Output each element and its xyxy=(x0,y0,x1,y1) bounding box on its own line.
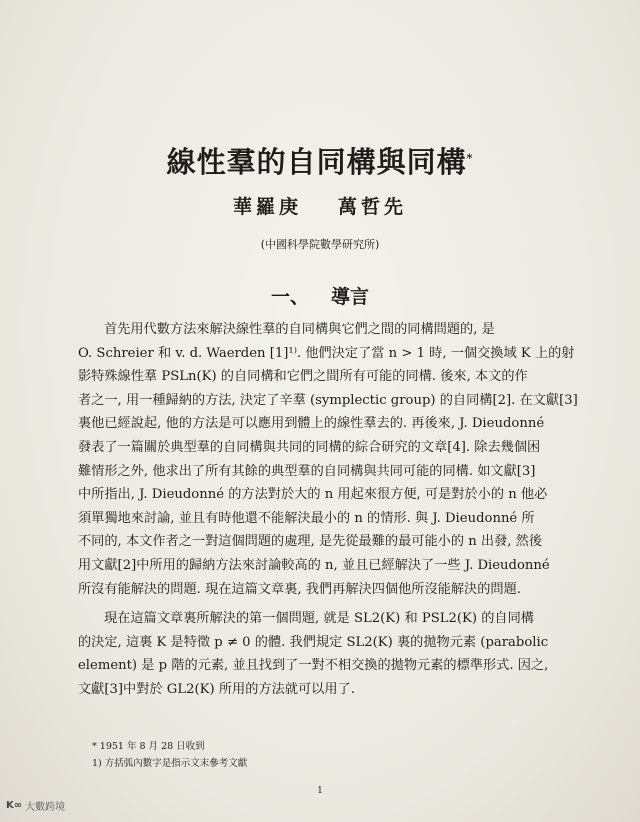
body-text xyxy=(78,318,578,702)
paragraph-line: 的決定, 這裏 K 是特徵 p ≠ 0 的體. 我們規定 SL2(K) 裏的拋物元素 (parabolic xyxy=(78,634,549,650)
section-title: 導言 xyxy=(331,286,370,308)
watermark xyxy=(6,798,65,813)
affiliation: (中國科學院數學研究所) xyxy=(260,238,380,251)
paragraph-line: 影特殊線性羣 PSLn(K) 的自同構和它們之間所有可能的同構. 後來, 本文的作 xyxy=(78,369,528,385)
paragraph-2 xyxy=(78,607,578,701)
paragraph-line: 須單獨地來討論, 並且有時他還不能解決最小的 n 的情形. 與 J. Dieudonné 所 xyxy=(78,510,535,526)
section-heading xyxy=(0,282,640,309)
paragraph-line: element) 是 p 階的元素, 並且找到了一對不相交換的拋物元素的標準形式. 因之, xyxy=(78,658,549,674)
author-1: 華羅庚 xyxy=(232,196,302,218)
footnotes xyxy=(92,738,247,772)
paragraph-line: 現在這篇文章裏所解決的第一個問題, 就是 SL2(K) 和 PSL2(K) 的自同構 xyxy=(104,611,534,627)
authors xyxy=(0,192,640,219)
paragraph-line: 難情形之外, 他求出了所有其餘的典型羣的自同構與共同可能的同構. 如文獻[3] xyxy=(78,463,536,479)
title-footnote-mark: * xyxy=(466,151,474,165)
page-number: 1 xyxy=(317,786,323,796)
watermark-logo: K∞ xyxy=(6,800,23,811)
paragraph-line: 所沒有能解決的問題. 現在這篇文章裏, 我們再解決四個他所沒能解決的問題. xyxy=(78,581,521,597)
paragraph-line: 首先用代數方法來解決線性羣的自同構與它們之間的同構問題的, 是 xyxy=(104,322,495,337)
section-number: 一、 xyxy=(270,286,309,308)
paragraph-line: 者之一, 用一種歸納的方法, 決定了辛羣 (symplectic group) 的自同構[2]. 在文獻[3] xyxy=(78,392,578,408)
paper-title xyxy=(0,140,640,181)
paragraph-line: O. Schreier 和 v. d. Waerden [1]¹⁾. 他們決定了當 n > 1 時, 一個交換域 K 上的射 xyxy=(78,345,575,361)
paragraph-line: 發表了一篇關於典型羣的自同構與共同的同構的綜合研究的文章[4]. 除去幾個困 xyxy=(78,439,541,455)
title-text: 線性羣的自同構與同構 xyxy=(166,145,467,179)
paragraph-line: 不同的, 本文作者之一對這個問題的處理, 是先從最難的最可能小的 n 出發, 然後 xyxy=(78,534,543,550)
paragraph-line: 中所指出, J. Dieudonné 的方法對於大的 n 用起來很方便, 可是對於小的 n 他必 xyxy=(78,487,548,503)
footnote-received-date: * 1951 年 8 月 28 日收到 xyxy=(92,741,205,752)
author-2: 萬哲先 xyxy=(338,196,408,218)
paragraph-line: 文獻[3]中對於 GL2(K) 所用的方法就可以用了. xyxy=(78,681,355,697)
paragraph-line: 裏他已經說起, 他的方法是可以應用到體上的線性羣去的. 再後來, J. Dieudonné xyxy=(78,416,545,432)
footnote-references: 1) 方括弧內數字是指示文末參考文獻 xyxy=(92,758,248,769)
watermark-text: 大數跨境 xyxy=(25,802,66,813)
paragraph-line: 用文獻[2]中所用的歸納方法來討論較高的 n, 並且已經解決了一些 J. Dieudonné xyxy=(78,557,550,573)
